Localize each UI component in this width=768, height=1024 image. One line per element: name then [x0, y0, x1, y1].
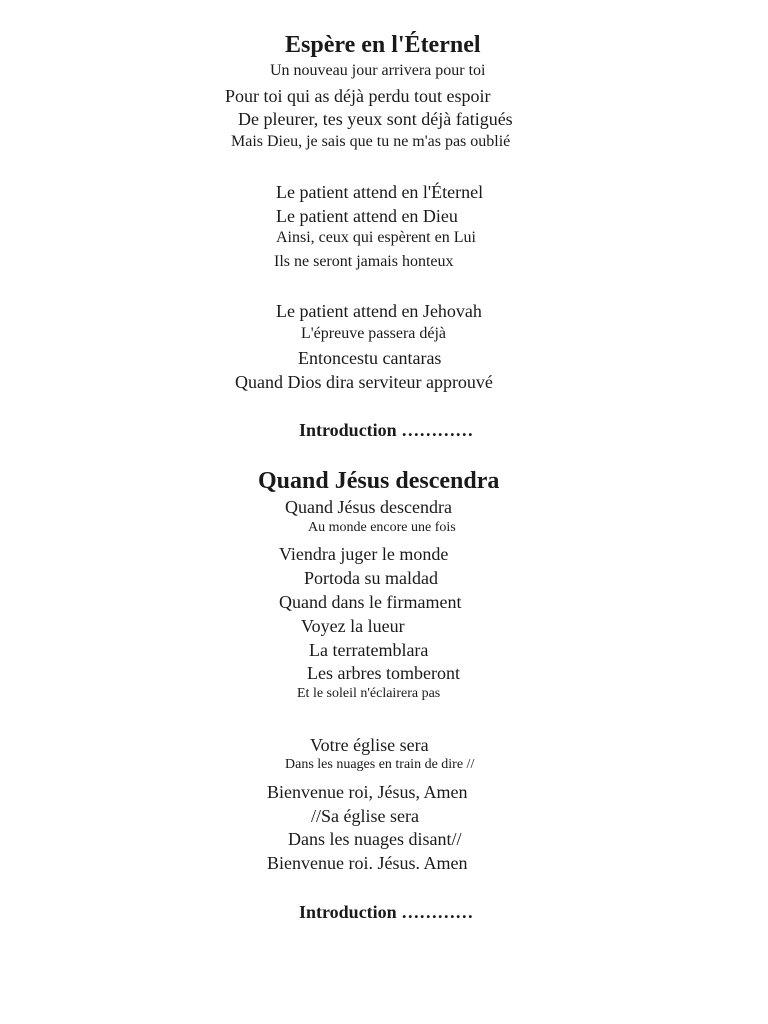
song1-title: Espère en l'Éternel: [285, 32, 481, 58]
song1-introduction: Introduction …………: [299, 420, 474, 440]
song2-verse1-line5: Quand dans le firmament: [279, 592, 462, 612]
song2-verse2-line2: Dans les nuages en train de dire //: [285, 757, 475, 772]
song1-verse2-line1: Le patient attend en l'Éternel: [276, 182, 484, 202]
song2-verse1-line1: Quand Jésus descendra: [285, 497, 452, 517]
song2-verse1-line3: Viendra juger le monde: [279, 544, 449, 564]
song2-verse1-line2: Au monde encore une fois: [308, 520, 456, 535]
song1-verse1-line4: Mais Dieu, je sais que tu ne m'as pas oublié: [231, 133, 511, 150]
song1-verse3-line3: Entoncestu cantaras: [298, 348, 442, 368]
song1-verse1-line2: Pour toi qui as déjà perdu tout espoir: [225, 86, 491, 106]
song2-verse2-line6: Bienvenue roi. Jésus. Amen: [267, 853, 468, 873]
song2-title: Quand Jésus descendra: [258, 468, 500, 494]
song2-verse1-line6: Voyez la lueur: [301, 616, 405, 636]
song2-verse2-line1: Votre église sera: [310, 735, 429, 755]
song2-verse1-line4: Portoda su maldad: [304, 568, 438, 588]
song2-verse1-line7: La terratemblara: [309, 640, 429, 660]
song2-verse1-line8: Les arbres tomberont: [307, 663, 460, 683]
song2-verse2-line4: //Sa église sera: [311, 806, 419, 826]
song1-verse2-line3: Ainsi, ceux qui espèrent en Lui: [276, 229, 476, 246]
song2-introduction: Introduction …………: [299, 902, 474, 922]
song2-verse2-line5: Dans les nuages disant//: [288, 829, 462, 849]
song2-verse1-line9: Et le soleil n'éclairera pas: [297, 686, 441, 701]
song1-verse2-line4: Ils ne seront jamais honteux: [274, 253, 454, 270]
song1-verse2-line2: Le patient attend en Dieu: [276, 206, 458, 226]
song1-verse3-line2: L'épreuve passera déjà: [301, 325, 447, 342]
song1-verse3-line4: Quand Dios dira serviteur approuvé: [235, 372, 493, 392]
song1-verse1-line1: Un nouveau jour arrivera pour toi: [270, 62, 486, 79]
song1-verse1-line3: De pleurer, tes yeux sont déjà fatigués: [238, 109, 513, 129]
song1-verse3-line1: Le patient attend en Jehovah: [276, 301, 482, 321]
song2-verse2-line3: Bienvenue roi, Jésus, Amen: [267, 782, 468, 802]
